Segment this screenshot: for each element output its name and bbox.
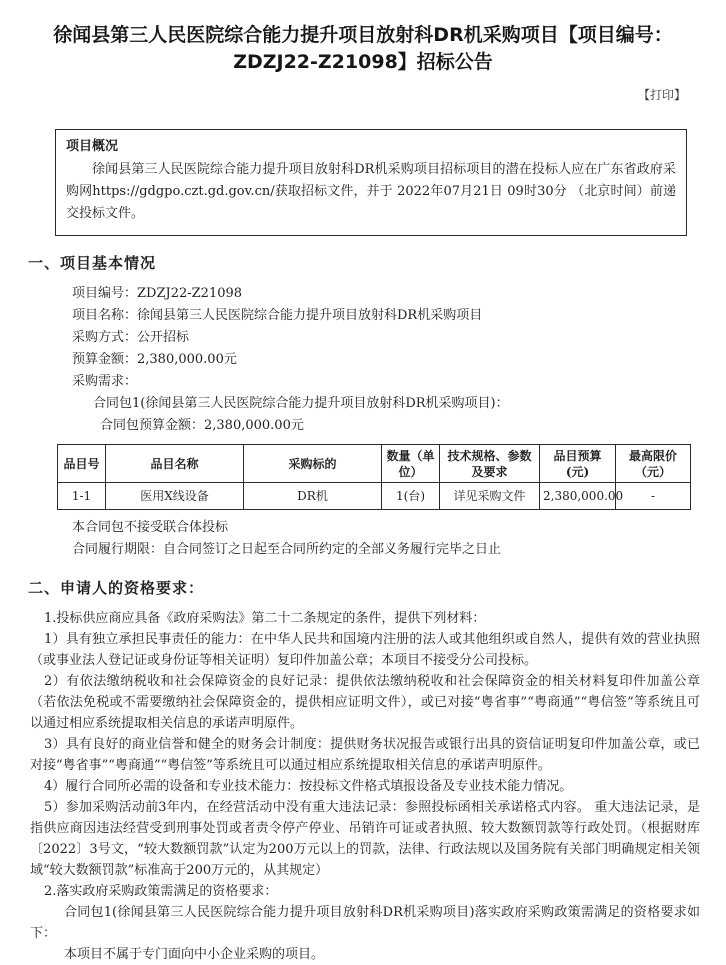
project-overview-box [55,129,687,236]
header-item-name: 品目名称 [106,445,244,483]
procurement-method-line: 采购方式：公开招标 [72,330,190,345]
contract-package-line: 合同包1(徐闻县第三人民医院综合能力提升项目放射科DR机采购项目)： [93,396,509,411]
no-consortium-note: 本合同包不接受联合体投标 [72,520,229,535]
requirement-paragraph: 4）履行合同所必需的设备和专业技术能力：按投标文件格式填报设备及专业技术能力情况。 [44,779,573,794]
page-title: 徐闻县第三人民医院综合能力提升项目放射科DR机采购项目【项目编号：ZDZJ22-Z21098】招标公告 [53,24,673,73]
contract-package-budget-line: 合同包预算金额：2,380,000.00元 [100,418,304,433]
policy-package-line: 合同包1(徐闻县第三人民医院综合能力提升项目放射科DR机采购项目)落实政府采购政策需满足的资格要求如下： [30,905,700,941]
cell-item-no: 1-1 [58,483,106,510]
budget-amount-line: 预算金额：2,380,000.00元 [72,352,237,367]
cell-quantity-unit: 1(台) [382,483,440,510]
policy-requirement-heading: 2.落实政府采购政策需满足的资格要求： [44,884,278,899]
header-max-price: 最高限价（元） [616,445,691,483]
cell-item-name: 医用X线设备 [106,483,244,510]
overview-label: 项目概况 [66,139,119,154]
cell-max-price: - [616,483,691,510]
requirement-paragraph: 3）具有良好的商业信誉和健全的财务会计制度：提供财务状况报告或银行出具的资信证明复印件加盖公章，或已对接“粤省事”“粤商通”“粤信签”等系统且可以通过相应系统提取相关信息的承诺声明原件。 [30,737,700,773]
print-button[interactable]: 【打印】 [637,88,686,102]
table-row [58,483,691,510]
print-row [0,84,726,103]
project-name-line: 项目名称：徐闻县第三人民医院综合能力提升项目放射科DR机采购项目 [72,308,483,323]
cell-procurement-subject: DR机 [244,483,382,510]
cell-item-budget: 2,380,000.00 [540,483,616,510]
section1-basic-info [0,283,726,437]
section1-heading: 一、项目基本情况 [28,254,157,272]
requirement-paragraph: 1.投标供应商应具备《政府采购法》第二十二条规定的条件，提供下列材料： [44,611,486,626]
requirement-paragraph: 5）参加采购活动前3年内，在经营活动中没有重大违法记录：参照投标函相关承诺格式内容。 重大违法记录，是指供应商因违法经营受到刑事处罚或者责令停产停业、吊销许可证或者执照、较大数额罚款等行政处罚。（根据财库〔2022〕3号文，“较大数额罚款”认定为200万元以上的罚款，法律、行政法规以及国务院有关部门明确规定相关领域“较大数额罚款”标准高于200万元的，从其规定） [30,800,700,878]
header-item-no: 品目号 [58,445,106,483]
table-header-row [58,445,691,483]
section1-notes [0,517,726,561]
header-procurement-subject: 采购标的 [244,445,382,483]
cell-tech-specs: 详见采购文件 [440,483,540,510]
procurement-demand-line: 采购需求： [72,374,138,389]
sme-note-line: 本项目不属于专门面向中小企业采购的项目。 [64,947,325,962]
contract-period-note: 合同履行期限：自合同签订之日起至合同所约定的全部义务履行完毕之日止 [72,542,502,557]
section2-heading: 二、申请人的资格要求： [28,579,205,597]
requirement-paragraph: 1）具有独立承担民事责任的能力：在中华人民共和国境内注册的法人或其他组织或自然人，提供有效的营业执照（或事业法人登记证或身份证等相关证明）复印件加盖公章；本项目不接受分公司投标。 [30,632,700,668]
header-tech-specs: 技术规格、参数及要求 [440,445,540,483]
items-table [57,444,691,510]
project-number-line: 项目编号：ZDZJ22-Z21098 [72,286,243,301]
header-quantity-unit: 数量（单位） [382,445,440,483]
header-item-budget: 品目预算(元) [540,445,616,483]
requirement-paragraph: 2）有依法缴纳税收和社会保障资金的良好记录：提供依法缴纳税收和社会保障资金的相关材料复印件加盖公章（若依法免税或不需要缴纳社会保障资金的，提供相应证明文件），或已对接“粤省事”“粤商通”“粤信签”等系统且可以通过相应系统提取相关信息的承诺声明原件。 [30,674,700,731]
overview-text: 徐闻县第三人民医院综合能力提升项目放射科DR机采购项目招标项目的潜在投标人应在广东省政府采购网https://gdgpo.czt.gd.gov.cn/获取招标文件，并于 2022年07月21日 09时30分 （北京时间）前递交投标文件。 [66,162,676,221]
section2-requirements [0,608,726,965]
